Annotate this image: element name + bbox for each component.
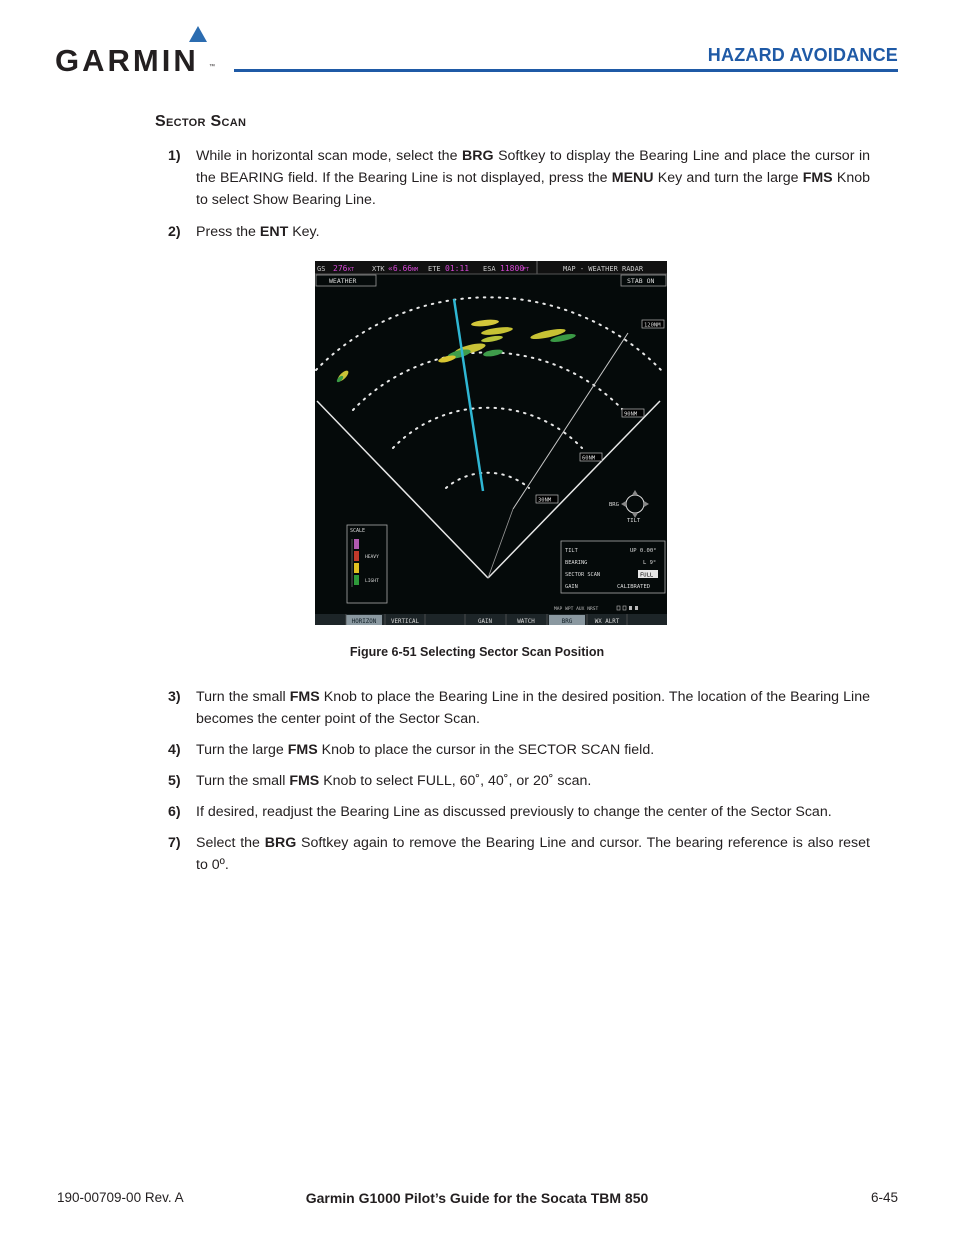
subheading: Sector Scan [155, 113, 247, 130]
track-line [513, 333, 628, 509]
step-item [168, 739, 870, 761]
gs-label: GS [317, 265, 326, 273]
sector-scan-value: FULL [640, 572, 654, 579]
garmin-logo [55, 26, 220, 78]
step-number: 1) [168, 148, 181, 164]
gs-value: 276 [333, 264, 348, 273]
scale-swatch [354, 539, 359, 549]
logo-triangle-icon [189, 26, 207, 42]
settings-window [561, 541, 665, 593]
step-text: Press the ENT Key. [196, 224, 320, 240]
color-scale [347, 525, 387, 603]
page-title: MAP - WEATHER RADAR [563, 265, 644, 273]
range-label: 120NM [644, 322, 661, 329]
step-item [168, 686, 870, 730]
tilt-indicator-label: TILT [627, 518, 641, 524]
softkey-brg: BRG [561, 619, 573, 625]
document-number: 190-00709-00 Rev. A [57, 1190, 184, 1205]
softkey-vertical: VERTICAL [391, 619, 419, 625]
step-text: Turn the large FMS Knob to place the cursor in the SECTOR SCAN field. [196, 742, 655, 758]
mode-label: WEATHER [329, 277, 357, 285]
step-number: 6) [168, 804, 181, 820]
step-number: 4) [168, 742, 181, 758]
xtk-value: «6.66 [388, 264, 413, 273]
step-text: Turn the small FMS Knob to place the Bearing Line in the desired position. The location of the Bearing Line becomes the center point of the Sector Scan. [196, 689, 870, 727]
bearing-label: BEARING [565, 560, 588, 566]
ete-label: ETE [428, 265, 441, 273]
tilt-value: UP 0.00° [630, 548, 657, 554]
range-label: 30NM [538, 497, 552, 504]
bearing-line [454, 299, 483, 491]
step-number: 2) [168, 224, 181, 240]
range-ring-2 [393, 408, 582, 448]
range-label: 60NM [582, 455, 596, 462]
page-number: 6-45 [870, 1190, 898, 1205]
xtk-unit: NM [412, 267, 419, 273]
softkey-horizon: HORIZON [351, 619, 377, 625]
stab-label: STAB ON [627, 277, 655, 285]
scale-swatch [354, 563, 359, 573]
gain-label: GAIN [565, 584, 578, 590]
xtk-label: XTK [372, 265, 385, 273]
figure-caption: Figure 6-51 Selecting Sector Scan Position [349, 645, 605, 659]
softkey-watch: WATCH [517, 619, 535, 625]
step-item [168, 801, 870, 823]
gain-value: CALIBRATED [617, 584, 651, 590]
step-text: While in horizontal scan mode, select the BRG Softkey to display the Bearing Line and place the cursor in the BEARING field. If the Bearing Line is not displayed, press the MENU Key and turn the large FMS Knob to select Show Bearing Line. [196, 148, 870, 208]
step-text: Select the BRG Softkey again to remove the Bearing Line and cursor. The bearing reference is also reset to 0º. [196, 835, 870, 873]
range-ring-3 [353, 352, 623, 410]
esa-label: ESA [483, 265, 496, 273]
softkey-wx-alrt: WX ALRT [594, 619, 620, 625]
range-ring-1 [446, 473, 529, 488]
scale-title: SCALE [350, 528, 366, 534]
step-number: 3) [168, 689, 181, 705]
step-item [168, 832, 870, 876]
header-rule [234, 69, 898, 72]
weather-radar-screenshot [315, 261, 667, 625]
esa-unit: FT [523, 267, 530, 273]
weather-returns [336, 319, 577, 384]
sector-scan-label: SECTOR SCAN [565, 572, 601, 578]
brg-tilt-indicator [609, 490, 649, 524]
esa-value: 11800 [500, 264, 525, 273]
section-title: HAZARD AVOIDANCE [707, 45, 898, 65]
step-item [168, 770, 870, 792]
scale-swatch [354, 551, 359, 561]
scale-light: LIGHT [365, 579, 379, 584]
logo-trademark: ™ [209, 64, 215, 70]
brg-indicator-label: BRG [609, 502, 619, 508]
page-group-status: MAP WPT AUX NRST [554, 607, 599, 612]
step-text: Turn the small FMS Knob to select FULL, 60˚, 40˚, or 20˚ scan. [196, 773, 592, 789]
tilt-label: TILT [565, 548, 578, 554]
gs-unit: KT [348, 267, 355, 273]
document-title: Garmin G1000 Pilot’s Guide for the Socata TBM 850 [305, 1190, 649, 1206]
step-number: 5) [168, 773, 181, 789]
scale-swatch [354, 575, 359, 585]
sector-edge-left [317, 401, 488, 578]
track-line-lower [488, 509, 513, 578]
step-number: 7) [168, 835, 181, 851]
scale-heavy: HEAVY [365, 555, 379, 560]
bearing-value: L 9° [643, 560, 657, 566]
softkey-gain: GAIN [478, 619, 492, 625]
logo-wordmark: GARMIN [55, 43, 199, 78]
ete-value: 01:11 [445, 264, 470, 273]
step-item [168, 221, 870, 243]
step-item [168, 145, 870, 211]
step-text: If desired, readjust the Bearing Line as discussed previously to change the center of the Sector Scan. [196, 804, 832, 820]
range-label: 90NM [624, 411, 638, 418]
